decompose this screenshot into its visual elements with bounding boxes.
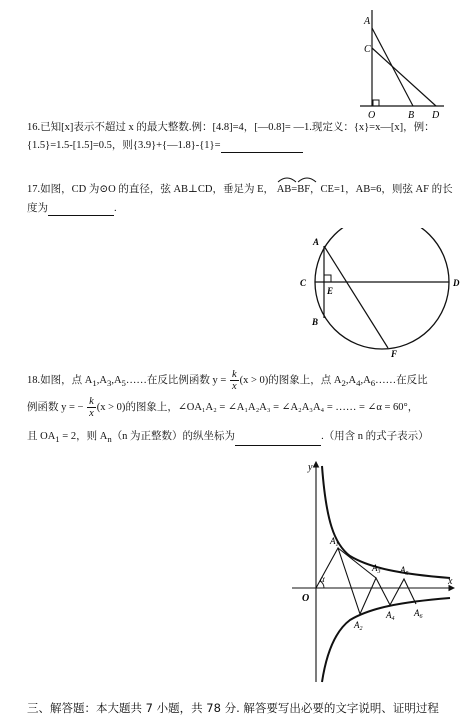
q18-l1-c: ,A <box>111 375 122 386</box>
top-triangle-figure <box>350 10 450 122</box>
q18-frac2-num: k <box>89 396 94 408</box>
circle-figure <box>296 228 464 360</box>
label-b: B <box>408 110 415 121</box>
arc-ab-label: AB <box>276 184 292 195</box>
segment-a1a3 <box>338 548 376 578</box>
q18-l3-b: = 2，则 A <box>59 431 108 442</box>
right-angle-e <box>324 275 331 282</box>
q18-l3-a: 且 OA <box>27 431 56 442</box>
q18-fraction <box>230 369 239 392</box>
q17-line2-text: 度为 <box>27 203 48 214</box>
q16-line1: 16.已知[x]表示不超过 x 的最大整数.例：[4.8]=4，[—0.8]= —1.现定义：{x}=x—[x]，例： <box>27 122 435 133</box>
label-a: A <box>364 16 371 27</box>
circle-o <box>315 228 449 349</box>
q16-line2-text: {1.5}=1.5-[1.5]=0.5，则{3.9}+{—1.8}-{1}= <box>27 140 221 151</box>
hyperbola-figure <box>290 460 460 686</box>
segment-cd <box>372 48 436 106</box>
label-x: x <box>448 576 453 587</box>
q18-l1-g: ,A <box>360 375 371 386</box>
q18-l3-subn: n <box>107 434 112 445</box>
chord-af <box>324 246 388 348</box>
q18-sub4: 4 <box>356 378 361 389</box>
label-y: y <box>308 462 313 473</box>
q18-answer-blank <box>235 435 321 446</box>
label-d: D <box>453 278 460 288</box>
label-a3: $A_3$ <box>372 563 381 575</box>
q18-line3 <box>27 430 429 446</box>
label-d: D <box>432 110 440 121</box>
q17-text-post: ，CE=1，AB=6，则弦 AF 的长 <box>310 184 453 195</box>
q18-frac-num: k <box>231 369 237 381</box>
q18-l2-angles: ∠OA₁A₂ = ∠A₁A₂A₃ = ∠A₂A₃A₄ = …… = ∠α = 60°， <box>177 402 419 413</box>
q18-sub3: 3 <box>106 378 112 389</box>
q18-l1-end: ……在反比 <box>375 375 428 386</box>
q16-answer-blank <box>221 142 303 153</box>
label-a: A <box>313 237 320 247</box>
q17-line2 <box>27 202 117 216</box>
q17-text-pre: 17.如图，CD 为⊙O 的直径，弦 AB⊥CD，垂足为 E， <box>27 184 275 195</box>
q18-l1-e: 的图象上，点 A <box>268 375 342 386</box>
right-angle-mark <box>373 100 379 106</box>
q17-answer-blank <box>48 205 114 216</box>
q17-eq: = <box>291 184 298 195</box>
label-a6: $A_6$ <box>414 608 423 620</box>
label-c: C <box>364 44 371 55</box>
section-three-heading: 三、解答题：本大题共 7 小题，共 78 分. 解答要写出必要的文字说明、证明过程 <box>27 701 439 715</box>
label-e: E <box>327 286 334 296</box>
q18-l3-sub: 1 <box>55 434 60 445</box>
q18-line1 <box>27 369 428 393</box>
q16-line2 <box>27 139 303 153</box>
q18-l3-end: .（用含 n 的式子表示） <box>321 431 429 442</box>
upper-branch <box>322 466 450 578</box>
label-o: O <box>368 110 376 121</box>
label-c: C <box>300 278 307 288</box>
q18-l2-b: 的图象上， <box>125 402 178 413</box>
label-a1: $A_1$ <box>330 536 339 548</box>
label-alpha: α <box>320 574 325 584</box>
arc-bf-mark <box>297 175 317 183</box>
q18-frac2-den: x <box>89 408 94 420</box>
q18-l2-cond: (x > 0) <box>96 402 126 413</box>
q18-l1-a: 18.如图，点 A <box>27 375 93 386</box>
label-b: B <box>312 317 319 327</box>
label-f: F <box>391 349 398 359</box>
q18-l2-a: 例函数 y = − <box>27 402 84 413</box>
q17-line1 <box>27 181 453 197</box>
q18-fraction2 <box>87 396 96 419</box>
q17-line2-end: . <box>114 203 117 214</box>
q18-sub5: 5 <box>121 378 126 389</box>
label-a5: $A_5$ <box>400 565 409 577</box>
q18-sub2: 2 <box>341 378 346 389</box>
q18-l1-cond: (x > 0) <box>239 375 269 386</box>
q18-sub1: 1 <box>92 378 97 389</box>
q18-line2 <box>27 396 418 420</box>
q18-l1-d: ……在反比例函数 y = <box>125 375 227 386</box>
q18-sub6: 6 <box>370 378 376 389</box>
label-o: O <box>302 593 310 604</box>
arc-bf-label: BF <box>297 184 311 195</box>
arc-ab-mark <box>277 175 297 183</box>
label-a2: $A_2$ <box>354 620 363 632</box>
q18-frac-den: x <box>231 381 237 393</box>
q18-l3-c: （n 为正整数）的纵坐标为 <box>111 431 236 442</box>
q18-l1-f: ,A <box>345 375 357 386</box>
q18-l1-b: ,A <box>96 375 107 386</box>
arc-ab <box>277 181 292 197</box>
arc-bf <box>297 181 310 197</box>
label-a4: $A_4$ <box>386 610 395 622</box>
